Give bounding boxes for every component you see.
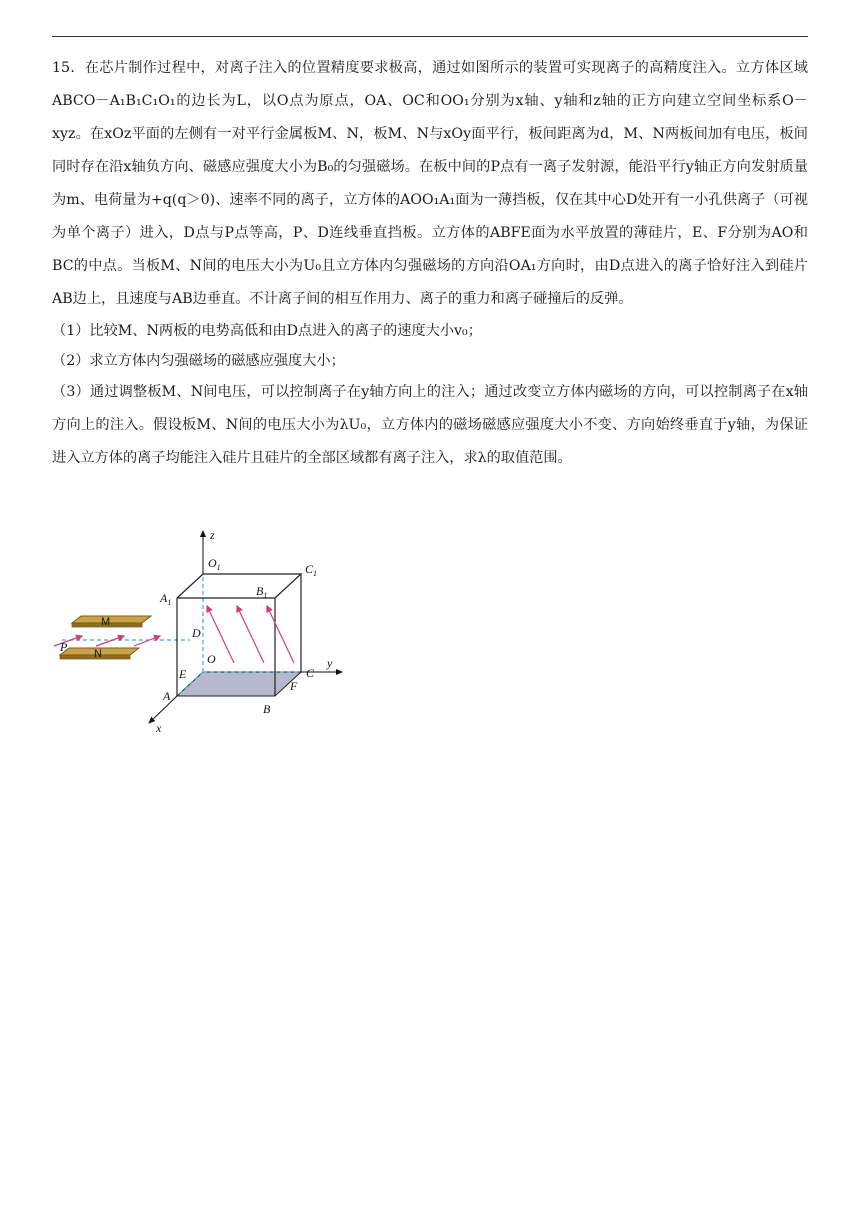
label-B1: $B_1$ [256,584,268,600]
problem-statement: 15．在芯片制作过程中，对离子注入的位置精度要求极高，通过如图所示的装置可实现离子的高精度注入。立方体区域ABCO－A₁B₁C₁O₁的边长为L，以O点为原点，OA、OC和OO₁分别为x轴、y轴和z轴的正方向建立空间坐标系O－xyz。在xOz平面的左侧有一对平行金属板M、N，板M、N与xOy面平行，板间距离为d，M、N两板间加有电压，板间同时存在沿x轴负方向、磁感应强度大小为B₀的匀强磁场。在板中间的P点有一离子发射源，能沿平行y轴正方向发射质量为m、电荷量为+q(q＞0)、速率不同的离子，立方体的AOO₁A₁面为一薄挡板，仅在其中心D处开有一小孔供离子（可视为单个离子）进入，D点与P点等高，P、D连线垂直挡板。立方体的ABFE面为水平放置的薄硅片，E、F分别为AO和BC的中点。当板M、N间的电压大小为U₀且立方体内匀强磁场的方向沿OA₁方向时，由D点进入的离子恰好注入到硅片AB边上，且速度与AB边垂直。不计离子间的相互作用力、离子的重力和离子碰撞后的反弹。 [52,60,808,307]
label-y: y [327,656,333,670]
question-3: （3）通过调整板M、N间电压，可以控制离子在y轴方向上的注入；通过改变立方体内磁场的方向，可以控制离子在x轴方向上的注入。假设板M、N间的电压大小为λU₀，立方体内的磁场磁感应强度大小不变、方向始终垂直于y轴，为保证进入立方体的离子均能注入硅片且硅片的全部区域都有离子注入，求λ的取值范围。 [52,384,808,466]
cube-top-face [177,574,301,598]
label-C1: $C_1$ [305,562,318,578]
question-2: （2）求立方体内匀强磁场的磁感应强度大小； [52,353,345,369]
label-B: B [263,702,271,716]
label-P: P [60,640,68,654]
label-C: C [306,666,315,680]
label-O: O [207,652,216,666]
label-z: z [210,528,215,542]
question-1: （1）比较M、N两板的电势高低和由D点进入的离子的速度大小v₀； [52,323,482,339]
figure-svg [52,525,352,740]
label-A1: $A_1$ [160,591,172,607]
silicon-wafer [177,672,301,696]
plate-M [72,616,151,623]
label-E: E [179,667,187,681]
label-x: x [156,721,162,735]
ion-arrow-3 [134,636,160,646]
label-M: M [101,616,111,628]
header-rule [52,36,808,37]
label-A: A [163,689,171,703]
cube-apparatus-figure [52,525,352,740]
label-O1: $O_1$ [208,556,221,572]
label-D: D [192,626,201,640]
label-N: N [94,648,102,660]
ion-path-2 [237,606,264,663]
ion-path-3 [267,606,294,663]
problem-15 [52,52,808,475]
label-F: F [290,679,298,693]
ion-arrow-2 [96,636,124,646]
ion-arrow-1 [54,636,82,646]
